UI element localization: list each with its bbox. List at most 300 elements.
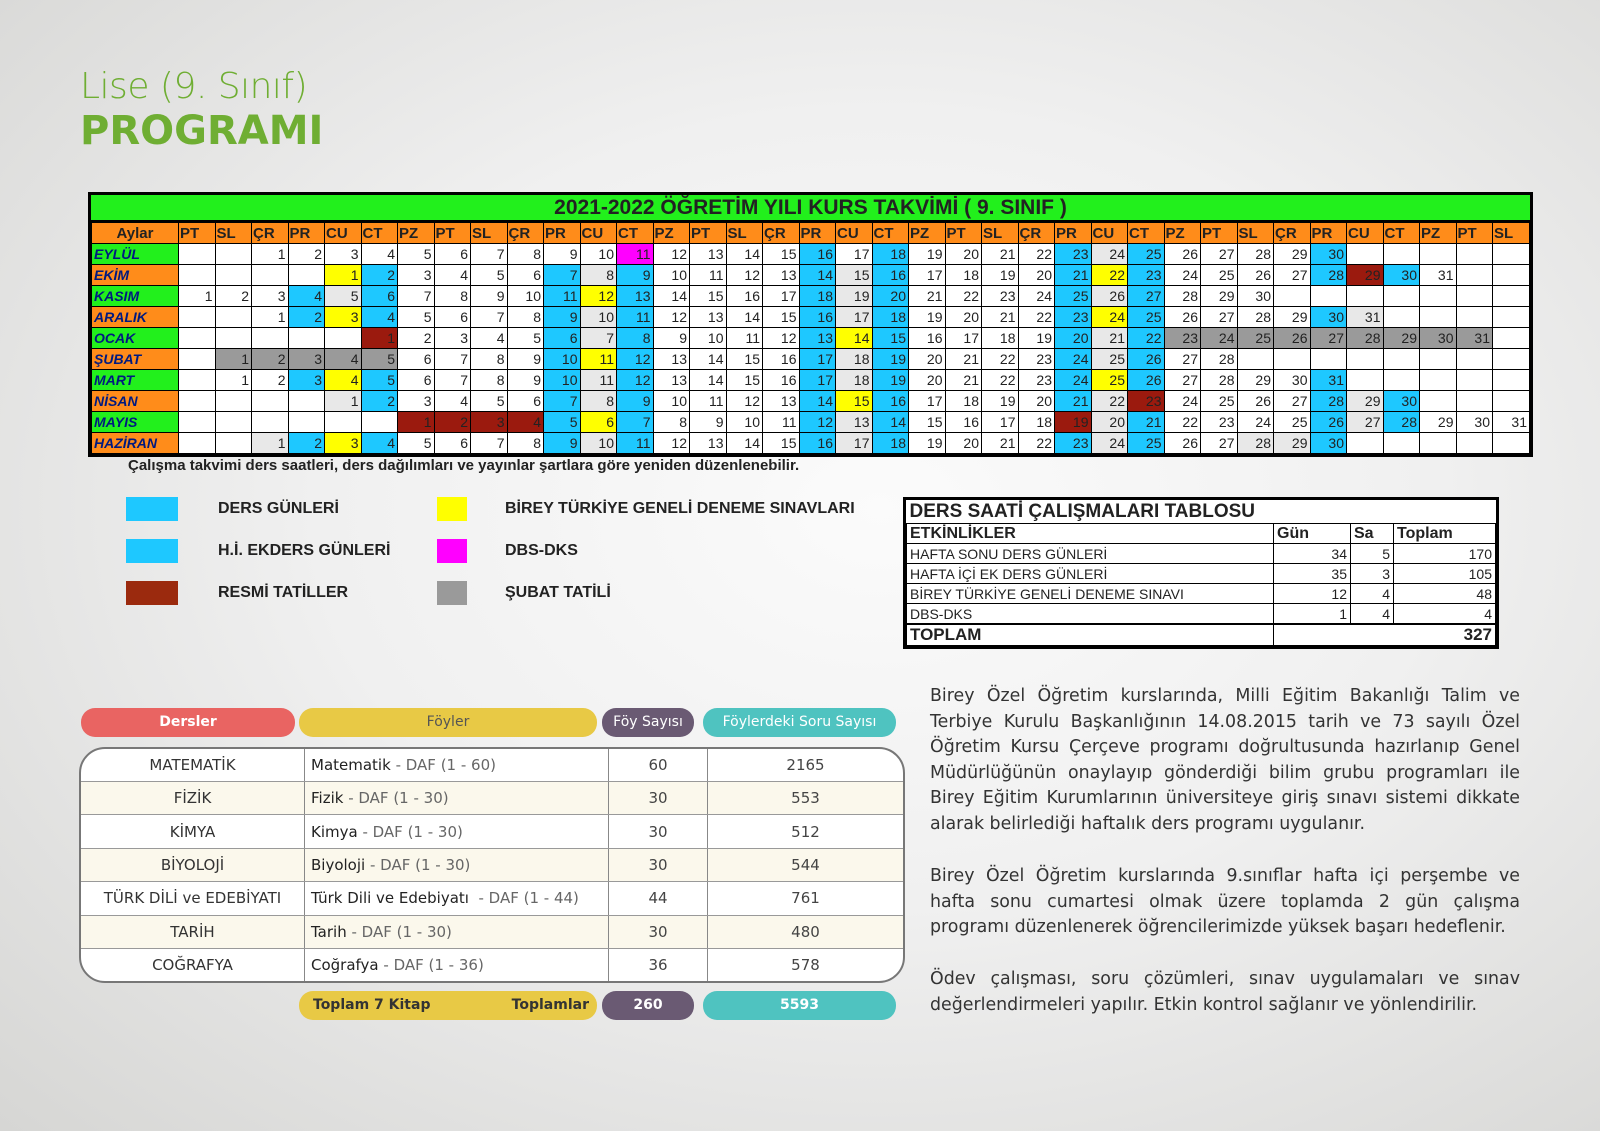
- month-name: EKİM: [92, 265, 179, 286]
- day-cell: 16: [799, 433, 836, 454]
- day-header: CT: [1383, 223, 1420, 244]
- day-cell: 26: [1237, 265, 1274, 286]
- day-cell: 6: [361, 286, 398, 307]
- day-cell: 2: [398, 328, 435, 349]
- day-cell: 11: [763, 412, 800, 433]
- header-toplam: Toplam: [1394, 524, 1496, 544]
- foy-count: 30: [609, 848, 708, 881]
- day-cell: 8: [580, 265, 617, 286]
- day-cell: 9: [653, 328, 690, 349]
- day-cell: 6: [398, 370, 435, 391]
- day-cell: 25: [1091, 349, 1128, 370]
- day-cell: 16: [872, 391, 909, 412]
- empty-cell: [1420, 370, 1457, 391]
- day-cell: 25: [1274, 412, 1311, 433]
- month-row: [92, 307, 1530, 328]
- foy-title: Coğrafya: [311, 955, 379, 974]
- ders-name: MATEMATİK: [81, 749, 305, 782]
- day-cell: 27: [1347, 412, 1384, 433]
- day-cell: 21: [982, 433, 1019, 454]
- day-cell: 16: [726, 286, 763, 307]
- empty-cell: [1456, 391, 1493, 412]
- day-cell: 12: [799, 412, 836, 433]
- day-header: SL: [1237, 223, 1274, 244]
- day-header: SL: [1493, 223, 1530, 244]
- day-cell: 18: [982, 328, 1019, 349]
- day-cell: 29: [1274, 307, 1311, 328]
- day-cell: 23: [1018, 370, 1055, 391]
- empty-cell: [1347, 349, 1384, 370]
- day-header: PR: [799, 223, 836, 244]
- day-cell: 7: [434, 370, 471, 391]
- legend-label: ŞUBAT TATİLİ: [505, 584, 611, 601]
- day-cell: 28: [1201, 349, 1238, 370]
- day-cell: 9: [617, 391, 654, 412]
- day-cell: 24: [1164, 391, 1201, 412]
- ders-saati-cell: HAFTA İÇİ EK DERS GÜNLERİ: [907, 564, 1274, 584]
- month-row: [92, 349, 1530, 370]
- day-cell: 29: [1201, 286, 1238, 307]
- day-cell: 3: [325, 433, 362, 454]
- header-sa: Sa: [1351, 524, 1394, 544]
- day-header: CT: [361, 223, 398, 244]
- day-header: PZ: [653, 223, 690, 244]
- day-cell: 13: [763, 391, 800, 412]
- day-cell: 9: [544, 307, 581, 328]
- day-cell: 10: [653, 391, 690, 412]
- day-cell: 1: [325, 265, 362, 286]
- ders-saati-cell: 48: [1394, 584, 1496, 604]
- ders-name: TÜRK DİLİ ve EDEBİYATI: [81, 882, 305, 915]
- day-cell: 11: [580, 370, 617, 391]
- ders-name: KİMYA: [81, 815, 305, 848]
- day-cell: 22: [1164, 412, 1201, 433]
- foy-count: 30: [609, 782, 708, 815]
- day-cell: 18: [945, 265, 982, 286]
- empty-cell: [1347, 244, 1384, 265]
- day-cell: 28: [1347, 328, 1384, 349]
- ders-saati-cell: 3: [1351, 564, 1394, 584]
- day-cell: 17: [763, 286, 800, 307]
- day-cell: 5: [398, 244, 435, 265]
- ders-saati-row: [907, 584, 1496, 604]
- header-soru-sayisi: Föylerdeki Soru Sayısı: [703, 708, 896, 737]
- day-cell: 30: [1310, 433, 1347, 454]
- day-header: PT: [179, 223, 216, 244]
- day-cell: 17: [836, 433, 873, 454]
- day-cell: 17: [982, 412, 1019, 433]
- empty-cell: [1493, 349, 1530, 370]
- book-row: [81, 948, 903, 981]
- day-cell: 10: [507, 286, 544, 307]
- total-value: 327: [1274, 624, 1496, 646]
- ders-saati-cell: 4: [1394, 604, 1496, 625]
- question-count: 761: [708, 882, 904, 915]
- empty-cell: [179, 307, 216, 328]
- day-cell: 28: [1237, 307, 1274, 328]
- day-header: SL: [726, 223, 763, 244]
- day-cell: 21: [1055, 391, 1092, 412]
- day-cell: 31: [1420, 265, 1457, 286]
- question-count: 544: [708, 848, 904, 881]
- day-cell: 13: [690, 307, 727, 328]
- day-cell: 14: [872, 412, 909, 433]
- day-cell: 1: [179, 286, 216, 307]
- legend-item: [126, 539, 390, 563]
- day-cell: 1: [325, 391, 362, 412]
- day-cell: 12: [726, 265, 763, 286]
- day-header: ÇR: [507, 223, 544, 244]
- ders-saati-cell: 35: [1274, 564, 1351, 584]
- day-cell: 3: [471, 412, 508, 433]
- months-header: Aylar: [92, 223, 179, 244]
- footer-kitap: Toplam 7 Kitap: [313, 997, 431, 1013]
- day-cell: 30: [1383, 265, 1420, 286]
- month-row: [92, 286, 1530, 307]
- day-header: CU: [1347, 223, 1384, 244]
- day-cell: 17: [836, 307, 873, 328]
- day-cell: 20: [1055, 328, 1092, 349]
- day-cell: 12: [653, 307, 690, 328]
- book-row: [81, 915, 903, 948]
- book-row: [81, 749, 903, 782]
- empty-cell: [252, 391, 289, 412]
- day-cell: 28: [1310, 391, 1347, 412]
- day-cell: 20: [945, 433, 982, 454]
- day-header: SL: [471, 223, 508, 244]
- day-cell: 10: [653, 265, 690, 286]
- header-foy-sayisi: Föy Sayısı: [602, 708, 694, 737]
- header-foyler: Föyler: [299, 708, 597, 737]
- day-cell: 5: [398, 433, 435, 454]
- day-cell: 19: [982, 265, 1019, 286]
- day-cell: 13: [690, 433, 727, 454]
- foy-count: 30: [609, 915, 708, 948]
- day-cell: 18: [1018, 412, 1055, 433]
- day-cell: 7: [471, 433, 508, 454]
- empty-cell: [1383, 433, 1420, 454]
- day-cell: 14: [726, 244, 763, 265]
- day-cell: 21: [909, 286, 946, 307]
- day-cell: 2: [288, 307, 325, 328]
- day-cell: 24: [1237, 412, 1274, 433]
- day-cell: 25: [1091, 370, 1128, 391]
- ders-name: FİZİK: [81, 782, 305, 815]
- empty-cell: [1237, 349, 1274, 370]
- book-row: [81, 848, 903, 881]
- day-cell: 13: [653, 349, 690, 370]
- legend-label: RESMİ TATİLLER: [218, 584, 349, 601]
- empty-cell: [1420, 349, 1457, 370]
- day-cell: 9: [471, 286, 508, 307]
- day-cell: 22: [1091, 265, 1128, 286]
- day-cell: 18: [836, 370, 873, 391]
- ders-saati-row: [907, 544, 1496, 564]
- empty-cell: [1456, 244, 1493, 265]
- day-cell: 21: [1055, 265, 1092, 286]
- foy-title: Fizik: [311, 789, 344, 808]
- question-count: 480: [708, 915, 904, 948]
- empty-cell: [179, 433, 216, 454]
- day-cell: 9: [544, 244, 581, 265]
- day-header: CT: [617, 223, 654, 244]
- empty-cell: [179, 370, 216, 391]
- day-cell: 3: [288, 370, 325, 391]
- day-cell: 15: [726, 349, 763, 370]
- day-cell: 26: [1310, 412, 1347, 433]
- day-cell: 19: [872, 349, 909, 370]
- empty-cell: [179, 349, 216, 370]
- day-cell: 27: [1128, 286, 1165, 307]
- day-cell: 15: [763, 244, 800, 265]
- ders-saati-cell: 4: [1351, 604, 1394, 625]
- day-cell: 20: [909, 349, 946, 370]
- footer-toplamlar: Toplamlar: [511, 997, 589, 1013]
- foy-range: - DAF (1 - 30): [343, 789, 449, 808]
- day-cell: 19: [1018, 328, 1055, 349]
- day-cell: 1: [215, 349, 252, 370]
- day-cell: 14: [653, 286, 690, 307]
- day-cell: 10: [580, 244, 617, 265]
- month-name: MAYIS: [92, 412, 179, 433]
- day-cell: 14: [726, 307, 763, 328]
- day-cell: 28: [1237, 244, 1274, 265]
- question-count: 2165: [708, 749, 904, 782]
- day-cell: 12: [653, 433, 690, 454]
- month-name: NİSAN: [92, 391, 179, 412]
- empty-cell: [179, 244, 216, 265]
- day-cell: 30: [1237, 286, 1274, 307]
- day-cell: 29: [1274, 244, 1311, 265]
- header-etkinlikler: ETKİNLİKLER: [907, 524, 1274, 544]
- day-cell: 2: [252, 370, 289, 391]
- day-cell: 6: [434, 433, 471, 454]
- day-cell: 24: [1164, 265, 1201, 286]
- month-row: [92, 370, 1530, 391]
- legend-swatch: [126, 539, 178, 563]
- day-cell: 25: [1201, 265, 1238, 286]
- day-header: PT: [945, 223, 982, 244]
- empty-cell: [179, 265, 216, 286]
- empty-cell: [215, 391, 252, 412]
- day-cell: 13: [836, 412, 873, 433]
- day-cell: 10: [544, 349, 581, 370]
- day-cell: 3: [434, 328, 471, 349]
- day-cell: 24: [1201, 328, 1238, 349]
- day-cell: 3: [398, 265, 435, 286]
- day-cell: 25: [1055, 286, 1092, 307]
- empty-cell: [1274, 286, 1311, 307]
- empty-cell: [1310, 349, 1347, 370]
- ders-saati-cell: 170: [1394, 544, 1496, 564]
- foy-range: - DAF (1 - 60): [390, 756, 496, 775]
- calendar-grid: [91, 222, 1530, 454]
- month-name: MART: [92, 370, 179, 391]
- day-cell: 26: [1164, 307, 1201, 328]
- day-cell: 30: [1310, 307, 1347, 328]
- day-cell: 23: [1128, 391, 1165, 412]
- ders-saati-cell: 12: [1274, 584, 1351, 604]
- foy-name: [305, 948, 609, 981]
- day-cell: 11: [544, 286, 581, 307]
- day-cell: 26: [1164, 244, 1201, 265]
- day-cell: 7: [434, 349, 471, 370]
- legend-item: [126, 497, 339, 521]
- day-cell: 23: [1018, 349, 1055, 370]
- empty-cell: [288, 328, 325, 349]
- day-cell: 13: [799, 328, 836, 349]
- day-cell: 10: [580, 307, 617, 328]
- day-cell: 20: [1091, 412, 1128, 433]
- day-cell: 15: [836, 391, 873, 412]
- day-cell: 14: [690, 349, 727, 370]
- paragraph-2: Birey Özel Öğretim kurslarında 9.sınıflar hafta içi perşembe ve hafta sonu cumartesi olmak üzere toplamda 2 gün çalışma programı düzenlenerek öğrencilerimizde yüksek başarı hedeflenir.: [930, 866, 1520, 937]
- day-cell: 2: [361, 265, 398, 286]
- legend-swatch: [437, 539, 467, 563]
- empty-cell: [252, 328, 289, 349]
- day-cell: 4: [471, 328, 508, 349]
- ders-saati-cell: 1: [1274, 604, 1351, 625]
- empty-cell: [1420, 244, 1457, 265]
- month-name: ŞUBAT: [92, 349, 179, 370]
- day-cell: 8: [471, 370, 508, 391]
- foy-range: - DAF (1 - 30): [365, 855, 471, 874]
- day-cell: 12: [617, 370, 654, 391]
- day-cell: 9: [544, 433, 581, 454]
- day-cell: 11: [617, 244, 654, 265]
- month-name: KASIM: [92, 286, 179, 307]
- day-cell: 22: [945, 286, 982, 307]
- day-cell: 11: [726, 328, 763, 349]
- day-cell: 12: [617, 349, 654, 370]
- day-cell: 3: [252, 286, 289, 307]
- day-cell: 4: [434, 391, 471, 412]
- legend-item: [437, 581, 611, 605]
- day-cell: 23: [1055, 433, 1092, 454]
- day-cell: 27: [1164, 370, 1201, 391]
- legend-item: [437, 497, 855, 521]
- day-cell: 26: [1274, 328, 1311, 349]
- day-cell: 8: [507, 433, 544, 454]
- day-cell: 2: [434, 412, 471, 433]
- day-cell: 13: [763, 265, 800, 286]
- day-cell: 29: [1274, 433, 1311, 454]
- empty-cell: [1383, 286, 1420, 307]
- day-cell: 30: [1456, 412, 1493, 433]
- day-header-row: [92, 223, 1530, 244]
- paragraph-3: Ödev çalışması, soru çözümleri, sınav uygulamaları ve sınav değerlendirmeleri yapılır. Etkin kontrol sağlanır ve yönlendirilir.: [930, 969, 1520, 1015]
- day-cell: 31: [1310, 370, 1347, 391]
- day-cell: 3: [398, 391, 435, 412]
- day-cell: 15: [836, 265, 873, 286]
- ders-saati-cell: DBS-DKS: [907, 604, 1274, 625]
- day-cell: 22: [1018, 244, 1055, 265]
- empty-cell: [1493, 370, 1530, 391]
- day-cell: 8: [507, 307, 544, 328]
- day-cell: 20: [1018, 265, 1055, 286]
- day-cell: 5: [325, 286, 362, 307]
- day-cell: 9: [690, 412, 727, 433]
- day-cell: 19: [1055, 412, 1092, 433]
- day-cell: 6: [507, 265, 544, 286]
- day-cell: 17: [799, 349, 836, 370]
- day-cell: 8: [580, 391, 617, 412]
- day-cell: 5: [471, 265, 508, 286]
- empty-cell: [1347, 286, 1384, 307]
- book-row: [81, 882, 903, 915]
- day-cell: 23: [1164, 328, 1201, 349]
- day-cell: 6: [507, 391, 544, 412]
- ders-saati-cell: HAFTA SONU DERS GÜNLERİ: [907, 544, 1274, 564]
- day-cell: 27: [1310, 328, 1347, 349]
- empty-cell: [1456, 370, 1493, 391]
- foy-range: - DAF (1 - 30): [346, 922, 452, 941]
- empty-cell: [215, 265, 252, 286]
- footer-questions: 5593: [703, 991, 896, 1020]
- day-cell: 10: [544, 370, 581, 391]
- page-title: [80, 66, 323, 154]
- day-cell: 16: [799, 244, 836, 265]
- day-cell: 10: [580, 433, 617, 454]
- foy-title: Tarih: [311, 922, 347, 941]
- foy-range: - DAF (1 - 30): [357, 822, 463, 841]
- day-cell: 4: [361, 244, 398, 265]
- day-cell: 19: [909, 307, 946, 328]
- day-cell: 31: [1493, 412, 1530, 433]
- day-cell: 4: [288, 286, 325, 307]
- day-cell: 5: [507, 328, 544, 349]
- day-cell: 16: [763, 370, 800, 391]
- day-cell: 27: [1201, 244, 1238, 265]
- ders-name: TARİH: [81, 915, 305, 948]
- day-cell: 10: [726, 412, 763, 433]
- day-header: PZ: [1420, 223, 1457, 244]
- day-cell: 22: [1018, 433, 1055, 454]
- ders-saati-row: [907, 604, 1496, 625]
- day-cell: 16: [799, 307, 836, 328]
- day-cell: 8: [617, 328, 654, 349]
- ders-saati-header: [907, 524, 1496, 544]
- foy-count: 60: [609, 749, 708, 782]
- day-cell: 10: [690, 328, 727, 349]
- empty-cell: [215, 433, 252, 454]
- day-cell: 22: [982, 370, 1019, 391]
- day-cell: 5: [361, 349, 398, 370]
- day-cell: 23: [1055, 307, 1092, 328]
- day-cell: 29: [1347, 265, 1384, 286]
- day-cell: 19: [909, 433, 946, 454]
- day-cell: 4: [361, 433, 398, 454]
- day-cell: 12: [653, 244, 690, 265]
- day-cell: 1: [361, 328, 398, 349]
- foy-count: 30: [609, 815, 708, 848]
- day-cell: 19: [982, 391, 1019, 412]
- course-calendar: [88, 192, 1533, 457]
- empty-cell: [1456, 265, 1493, 286]
- book-row: [81, 782, 903, 815]
- day-cell: 25: [1128, 433, 1165, 454]
- day-header: ÇR: [1274, 223, 1311, 244]
- day-cell: 6: [434, 307, 471, 328]
- empty-cell: [288, 412, 325, 433]
- day-cell: 2: [361, 391, 398, 412]
- ders-saati-table: [903, 497, 1499, 649]
- day-cell: 21: [982, 307, 1019, 328]
- month-name: OCAK: [92, 328, 179, 349]
- day-header: SL: [215, 223, 252, 244]
- empty-cell: [1493, 307, 1530, 328]
- day-cell: 11: [617, 307, 654, 328]
